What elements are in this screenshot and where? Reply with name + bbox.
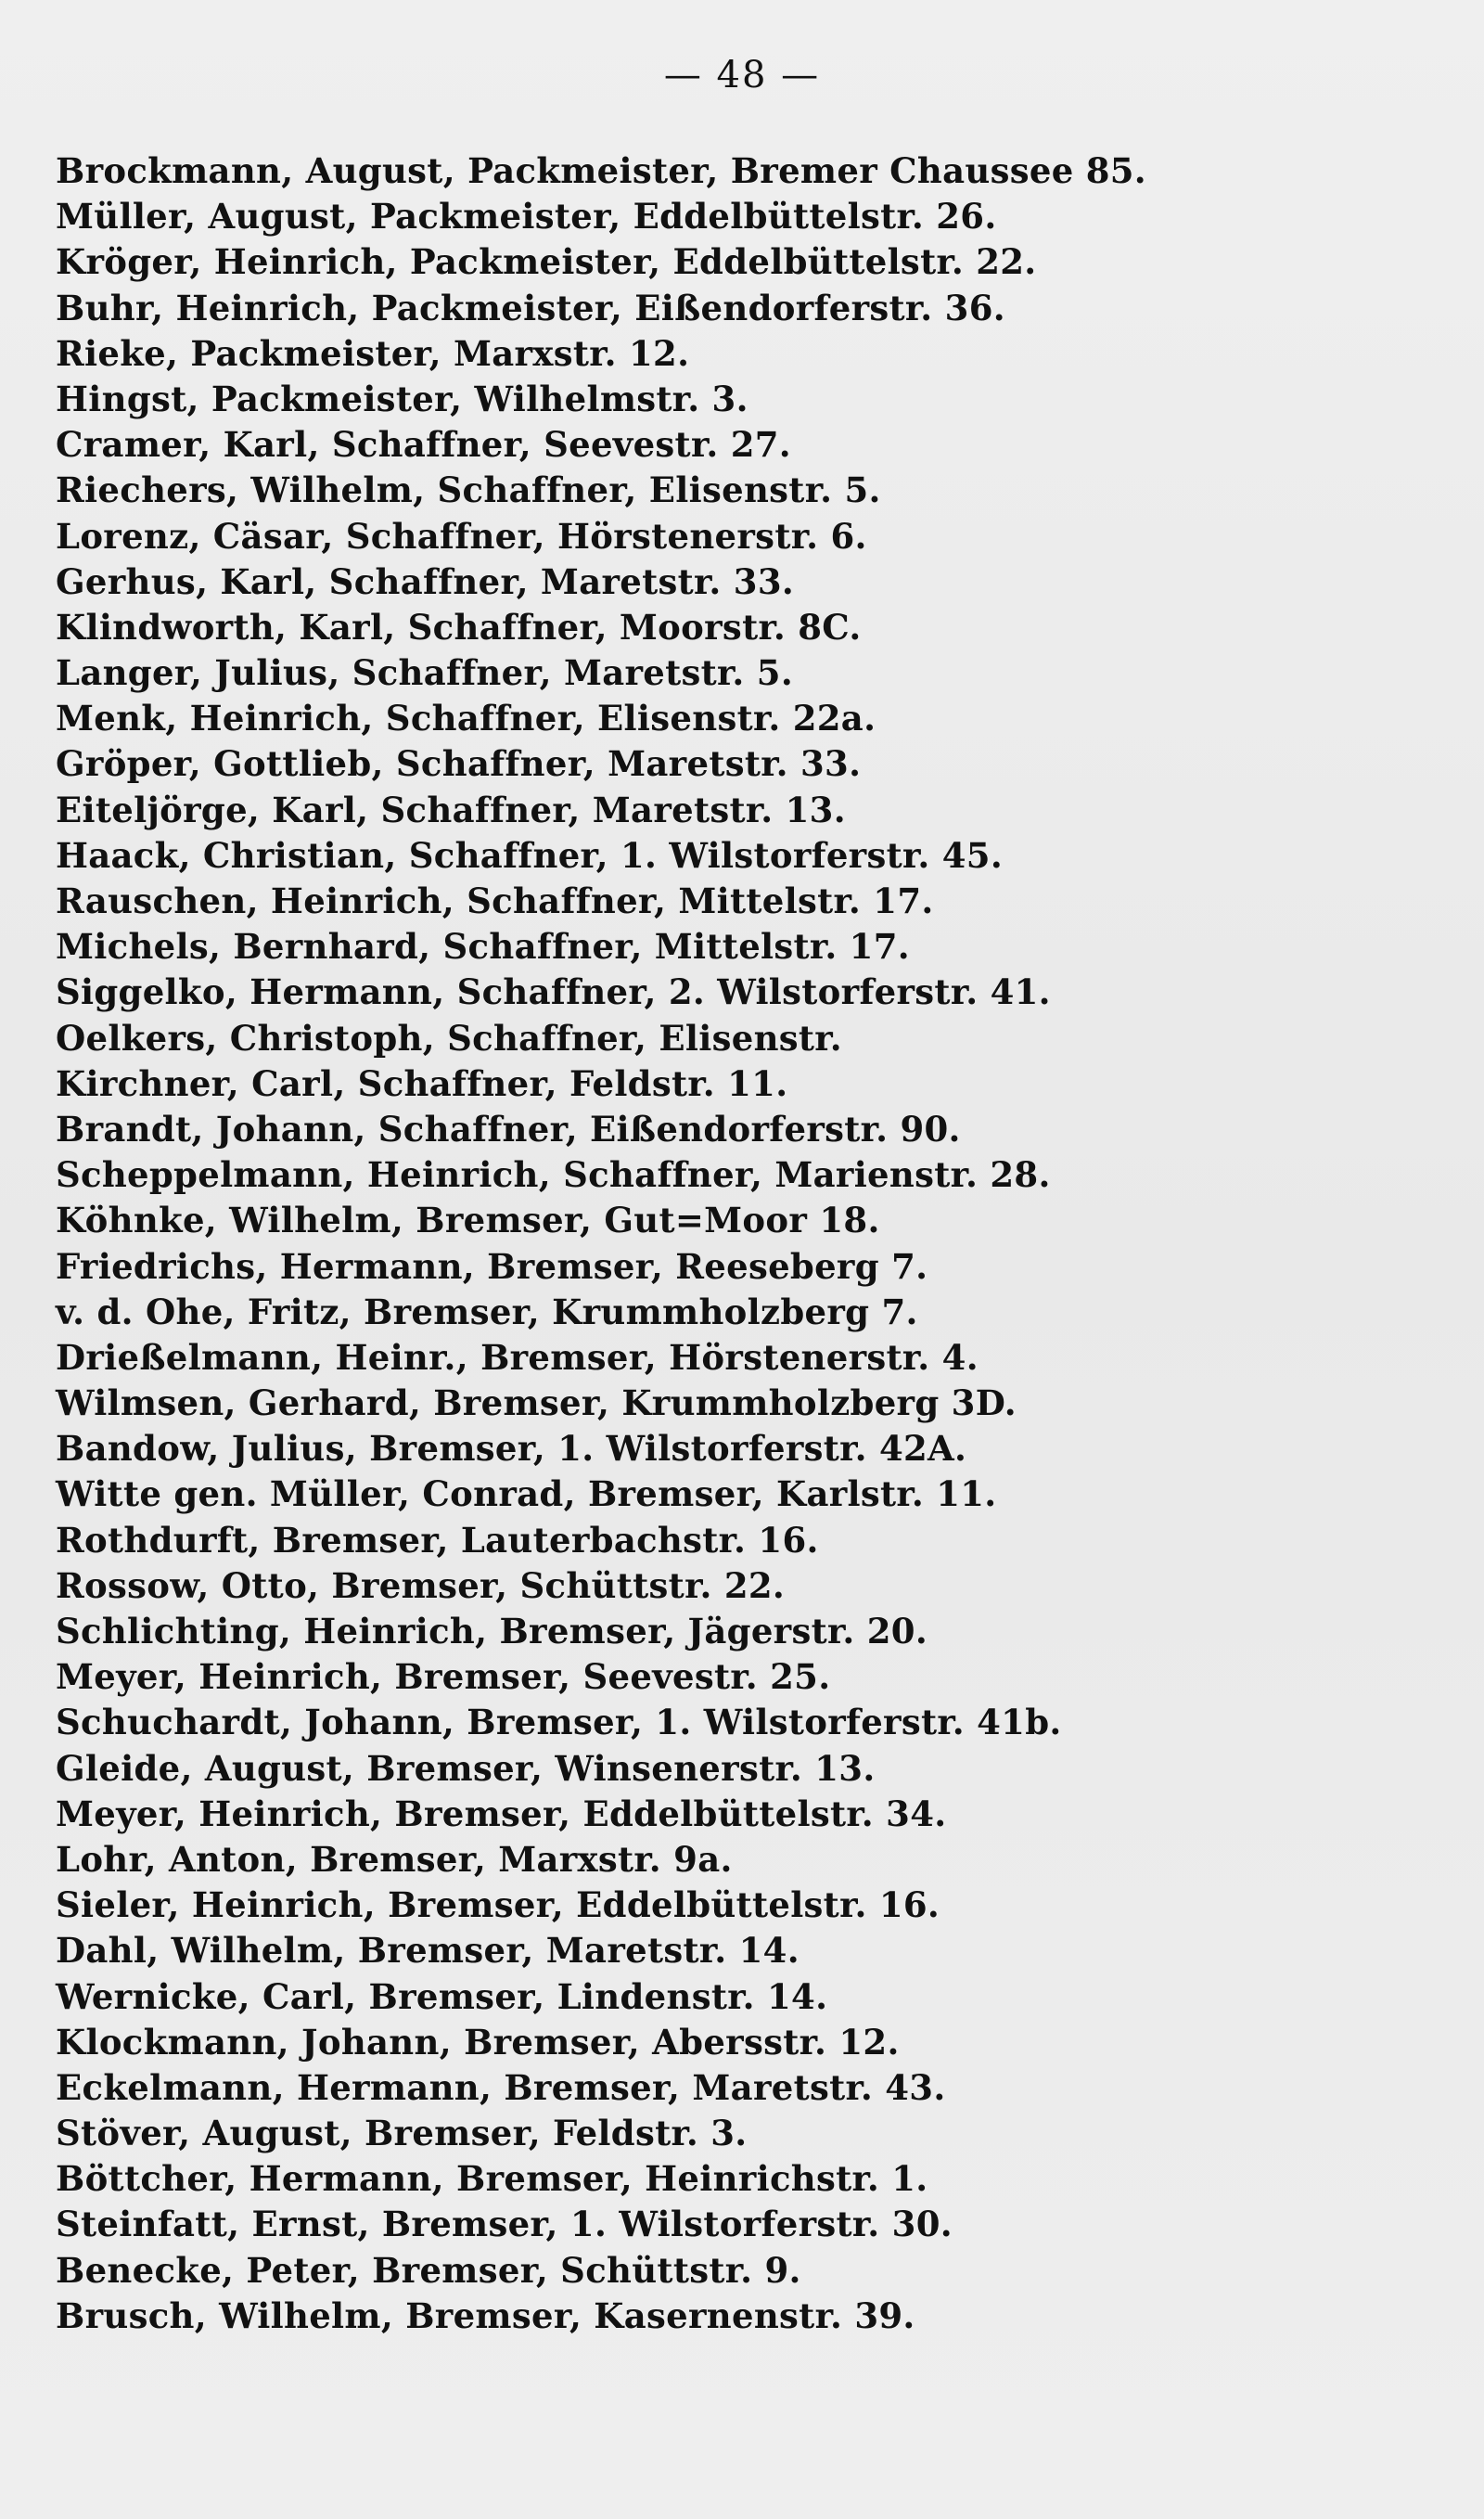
directory-entry: Michels, Bernhard, Schaffner, Mittelstr. 17.	[56, 926, 910, 968]
directory-entry: Gerhus, Karl, Schaffner, Maretstr. 33.	[56, 560, 795, 602]
directory-entry: Eiteljörge, Karl, Schaffner, Maretstr. 13.	[56, 789, 846, 830]
directory-entry: Cramer, Karl, Schaffner, Seevestr. 27.	[56, 424, 791, 466]
directory-entry: Rauschen, Heinrich, Schaffner, Mittelstr. 17.	[56, 880, 934, 921]
directory-entry: Klindworth, Karl, Schaffner, Moorstr. 8C.	[56, 606, 862, 648]
directory-entry: Müller, August, Packmeister, Eddelbüttelstr. 26.	[56, 196, 997, 238]
directory-entry: Böttcher, Hermann, Bremser, Heinrichstr. 1.	[56, 2158, 928, 2200]
directory-entry: Rothdurft, Bremser, Lauterbachstr. 16.	[56, 1519, 819, 1561]
directory-entry: Eckelmann, Hermann, Bremser, Maretstr. 43.	[56, 2066, 946, 2108]
directory-entry: Klockmann, Johann, Bremser, Abersstr. 12.	[56, 2021, 900, 2063]
directory-entry: Rossow, Otto, Bremser, Schüttstr. 22.	[56, 1564, 786, 1606]
directory-entry: Sieler, Heinrich, Bremser, Eddelbüttelstr. 16.	[56, 1884, 940, 1926]
directory-entry: Brandt, Johann, Schaffner, Eißendorferstr. 90.	[56, 1108, 961, 1150]
directory-entry: Köhnke, Wilhelm, Bremser, Gut=Moor 18.	[56, 1200, 880, 1241]
directory-entry: Kröger, Heinrich, Packmeister, Eddelbüttelstr. 22.	[56, 241, 1037, 283]
directory-entry: Stöver, August, Bremser, Feldstr. 3.	[56, 2113, 748, 2154]
directory-entry: Steinfatt, Ernst, Bremser, 1. Wilstorferstr. 30.	[56, 2204, 953, 2245]
directory-entry: Bandow, Julius, Bremser, 1. Wilstorferstr. 42A.	[56, 1428, 967, 1470]
directory-entry: Langer, Julius, Schaffner, Maretstr. 5.	[56, 652, 794, 694]
directory-entry: Scheppelmann, Heinrich, Schaffner, Marienstr. 28.	[56, 1154, 1051, 1196]
directory-entry: Riechers, Wilhelm, Schaffner, Elisenstr. 5.	[56, 469, 881, 511]
directory-entry: Friedrichs, Hermann, Bremser, Reeseberg 7.	[56, 1245, 928, 1287]
directory-entry: Wilmsen, Gerhard, Bremser, Krummholzberg 3D.	[56, 1382, 1017, 1424]
directory-entry: Kirchner, Carl, Schaffner, Feldstr. 11.	[56, 1062, 788, 1104]
directory-entry: Buhr, Heinrich, Packmeister, Eißendorferstr. 36.	[56, 287, 1005, 328]
directory-entry: Witte gen. Müller, Conrad, Bremser, Karlstr. 11.	[56, 1473, 997, 1515]
directory-entry: Siggelko, Hermann, Schaffner, 2. Wilstorferstr. 41.	[56, 971, 1051, 1013]
directory-entry: Drießelmann, Heinr., Bremser, Hörstenerstr. 4.	[56, 1336, 979, 1378]
page-number: — 48 —	[663, 54, 821, 96]
directory-entry: v. d. Ohe, Fritz, Bremser, Krummholzberg 7.	[56, 1291, 918, 1332]
directory-entry: Wernicke, Carl, Bremser, Lindenstr. 14.	[56, 1975, 828, 2017]
directory-entry: Dahl, Wilhelm, Bremser, Maretstr. 14.	[56, 1930, 800, 1972]
directory-entry: Brusch, Wilhelm, Bremser, Kasernenstr. 39.	[56, 2294, 915, 2336]
directory-entry: Haack, Christian, Schaffner, 1. Wilstorferstr. 45.	[56, 834, 1004, 876]
directory-entry: Rieke, Packmeister, Marxstr. 12.	[56, 332, 690, 374]
directory-entry: Menk, Heinrich, Schaffner, Elisenstr. 22a.	[56, 698, 876, 739]
directory-entry: Benecke, Peter, Bremser, Schüttstr. 9.	[56, 2249, 801, 2291]
directory-entry: Lohr, Anton, Bremser, Marxstr. 9a.	[56, 1838, 733, 1880]
directory-entry: Oelkers, Christoph, Schaffner, Elisenstr.	[56, 1017, 842, 1059]
directory-entry: Meyer, Heinrich, Bremser, Seevestr. 25.	[56, 1656, 831, 1698]
directory-entry: Lorenz, Cäsar, Schaffner, Hörstenerstr. 6.	[56, 515, 867, 557]
directory-entry: Brockmann, August, Packmeister, Bremer Chaussee 85.	[56, 150, 1146, 191]
directory-entry: Gleide, August, Bremser, Winsenerstr. 13.	[56, 1747, 876, 1789]
directory-entry: Gröper, Gottlieb, Schaffner, Maretstr. 33.	[56, 743, 862, 785]
directory-entry: Hingst, Packmeister, Wilhelmstr. 3.	[56, 378, 748, 419]
directory-entry: Schuchardt, Johann, Bremser, 1. Wilstorferstr. 41b.	[56, 1702, 1062, 1743]
directory-entry: Schlichting, Heinrich, Bremser, Jägerstr. 20.	[56, 1611, 928, 1651]
directory-entry: Meyer, Heinrich, Bremser, Eddelbüttelstr. 34.	[56, 1793, 947, 1834]
directory-list	[56, 148, 1419, 2339]
